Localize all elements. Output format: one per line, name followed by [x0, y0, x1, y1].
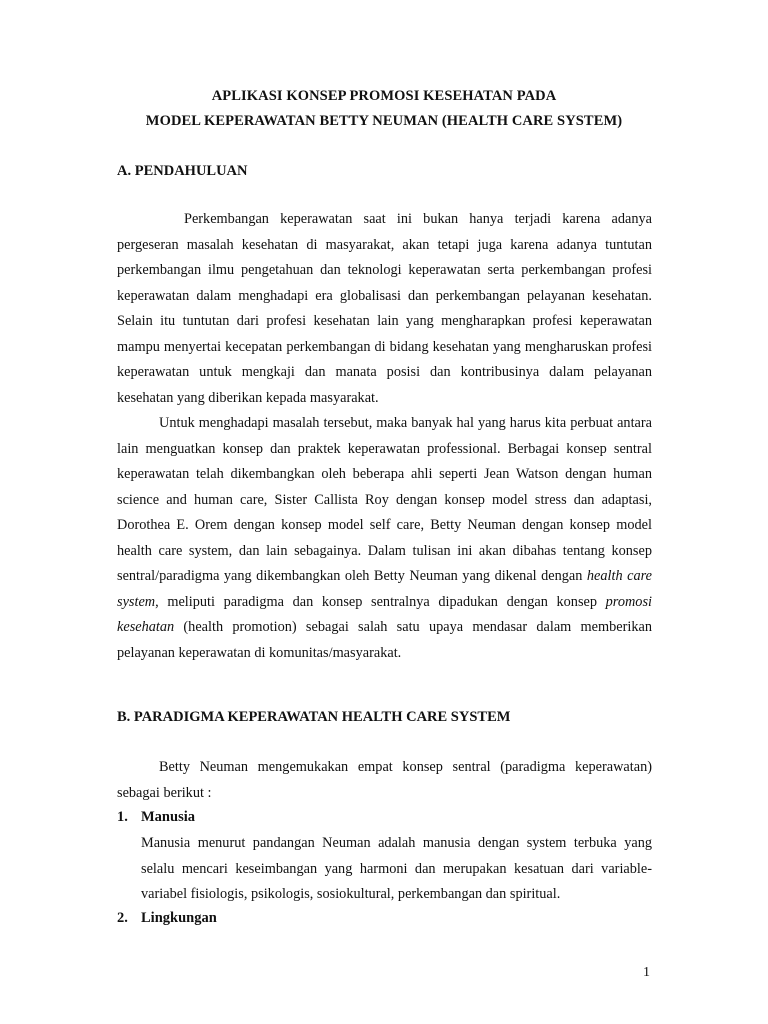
- list-item-lingkungan-header: [117, 910, 217, 927]
- section-b-intro-block: [117, 755, 652, 806]
- paragraph-concepts-part1: Untuk menghadapi masalah tersebut, maka banyak hal yang harus kita perbuat antara lain menguatkan konsep dan praktek keperawatan professional. Berbagai konsep sentral keperawatan telah dikembangkan oleh beberapa ahli seperti Jean Watson dengan human science and human care, Sister Callista Roy dengan konsep model stress dan adaptasi, Dorothea E. Orem dengan konsep model self care, Betty Neuman dengan konsep model health care system, dan lain sebagainya. Dalam tulisan ini akan dibahas tentang konsep sentral/paradigma yang dikembangkan oleh Betty Neuman yang dikenal dengan: [117, 415, 652, 584]
- italic-health-care-system: health care system: [117, 568, 652, 610]
- section-a-heading: A. PENDAHULUAN: [117, 163, 248, 179]
- section-b-heading: B. PARADIGMA KEPERAWATAN HEALTH CARE SYSTEM: [117, 709, 511, 725]
- list-item-manusia-body: [141, 831, 652, 908]
- list-item-number: 2.: [117, 910, 128, 926]
- document-title-line-1: APLIKASI KONSEP PROMOSI KESEHATAN PADA: [211, 88, 557, 104]
- italic-promosi-kesehatan: promosi kesehatan: [117, 593, 652, 635]
- document-title-line-2: MODEL KEPERAWATAN BETTY NEUMAN (HEALTH CARE SYSTEM): [145, 113, 623, 129]
- section-a-body: [117, 207, 652, 666]
- paragraph-concepts: [117, 411, 652, 666]
- paragraph-introduction: Perkembangan keperawatan saat ini bukan hanya terjadi karena adanya pergeseran masalah kesehatan di masyarakat, akan tetapi juga karena adanya tuntutan perkembangan ilmu pengetahuan dan teknologi keperawatan serta perkembangan profesi keperawatan dalam menghadapi era globalisasi dan perkembangan pelayanan kesehatan. Selain itu tuntutan dari profesi kesehatan lain yang mengharapkan profesi keperawatan mampu menyertai kecepatan perkembangan di bidang kesehatan yang mengharuskan profesi keperawatan untuk mengkaji dan manata posisi dan kontribusinya dalam pelayanan kesehatan yang diberikan kepada masyarakat.: [117, 211, 652, 406]
- list-item-manusia-header: [117, 809, 195, 826]
- list-item-number: 1.: [117, 809, 128, 825]
- paragraph-concepts-part3: (health promotion) sebagai salah satu upaya mendasar dalam memberikan pelayanan keperawatan di komunitas/masyarakat.: [117, 619, 652, 661]
- list-item-label: Lingkungan: [141, 910, 217, 926]
- page-number: 1: [643, 965, 650, 980]
- list-item-text: Manusia menurut pandangan Neuman adalah manusia dengan system terbuka yang selalu mencari keseimbangan yang harmoni dan merupakan kesatuan dari variable-variabel fisiologis, psikologis, sosiokultural, perkembangan dan spiritual.: [141, 835, 652, 902]
- section-b-intro: Betty Neuman mengemukakan empat konsep sentral (paradigma keperawatan) sebagai berikut :: [117, 759, 652, 801]
- list-item-label: Manusia: [141, 809, 195, 825]
- paragraph-concepts-part2: , meliputi paradigma dan konsep sentralnya dipadukan dengan konsep: [155, 593, 606, 610]
